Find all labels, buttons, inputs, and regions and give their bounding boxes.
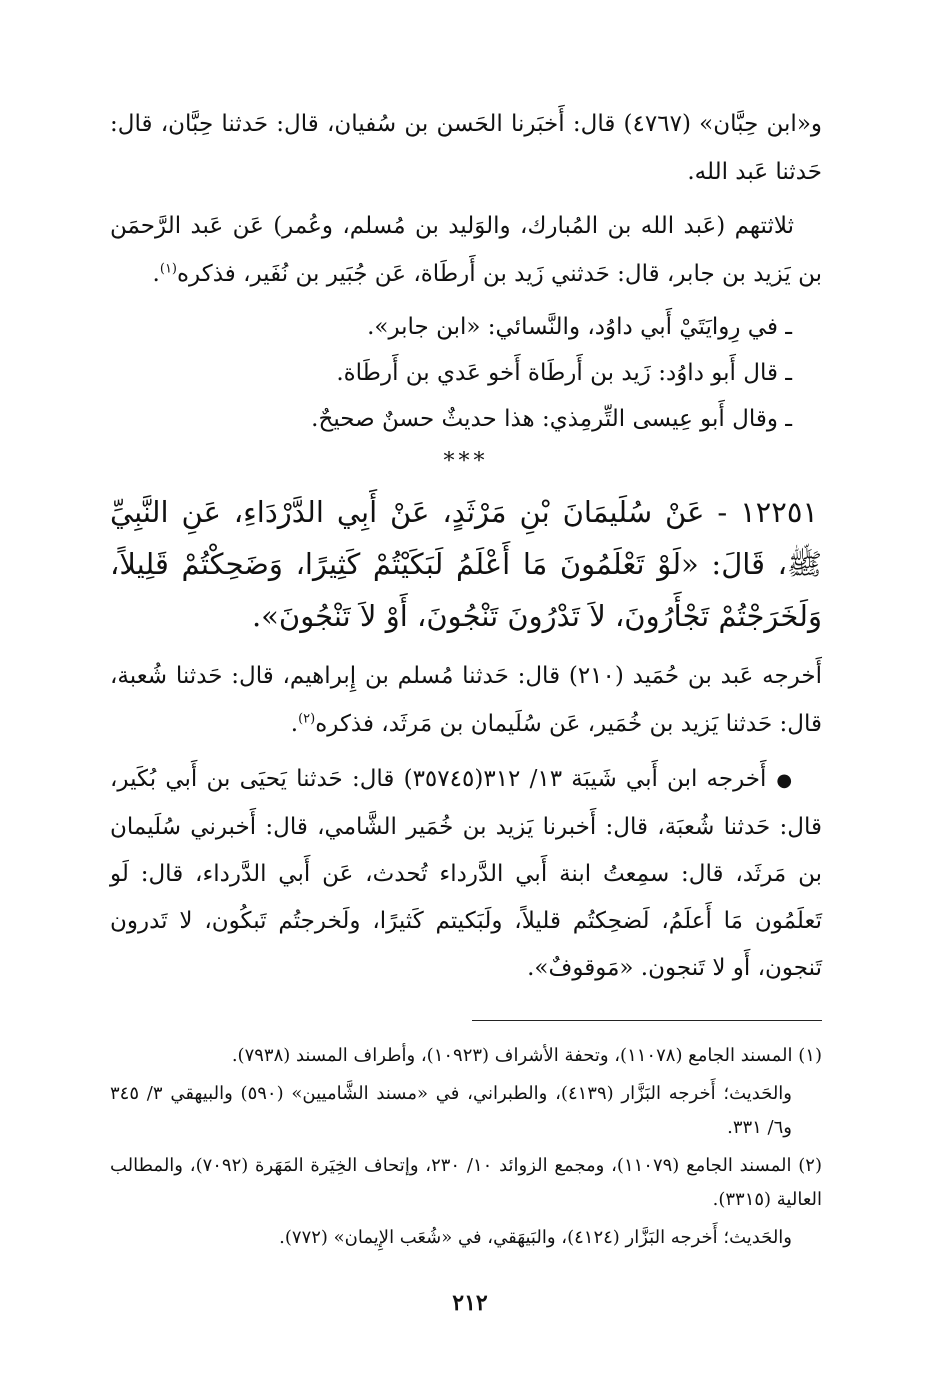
footnote-divider (472, 1020, 822, 1021)
paragraph-ibn-abi-shaybah (110, 756, 822, 992)
paragraph-text: و«ابن حِبَّان» (٤٧٦٧) قال: أَخبَرنا الحَسن بن سُفيان، قال: حَدثنا حِبَّان، قال: حَدثنا عَبد الله. (110, 111, 823, 185)
footnote-1: (١) المسند الجامع (١١٠٧٨)، وتحفة الأشراف (١٠٩٢٣)، وأطراف المسند (٧٩٣٨). (231, 1045, 822, 1066)
section-separator: *** (443, 449, 489, 474)
footnote-ref-1[interactable]: (١) (159, 261, 177, 277)
footnote-2-continuation: والحَديث؛ أَخرجه البَزَّار (٤١٢٤)، والبَيهَقي، في «شُعَب الإِيمان» (٧٧٢). (279, 1227, 792, 1248)
paragraph-ibn-hibban (110, 100, 822, 196)
paragraph-text: أَخرجه عَبد بن حُمَيد (٢١٠) قال: حَدثنا مُسلم بن إِبراهيم، قال: حَدثنا شُعبة، قال: حَدثنا يَزيد بن خُمَير، عَن سُلَيمان بن مَرثَد، فذكره (110, 663, 822, 737)
note-abu-dawud: ـ قال أَبو داوُد: زَيد بن أَرطَاة أَخو عَدي بن أَرطَاة. (336, 360, 792, 386)
paragraph-text: ثلاثتهم (عَبد الله بن المُبارك، والوَليد بن مُسلم، وعُمر) عَن عَبد الرَّحمَن بن يَزيد بن جابر، قال: حَدثني زَيد بن أَرطَاة، عَن جُبَير بن نُفَير، فذكره (110, 213, 822, 287)
footnote-1-continuation: والحَديث؛ أَخرجه البَزَّار (٤١٣٩)، والطبراني، في «مسند الشَّاميين» (٥٩٠) والبيهقي ٣/ ٣٤٥ و٦/ ٣٣١. (110, 1083, 793, 1138)
note-abu-dawud-nasai: ـ في رِوايَتَيْ أَبي داوُد، والنَّسائي: «ابن جابر». (367, 314, 792, 340)
footnotes (110, 1039, 822, 1255)
note-tirmidhi: ـ وقال أَبو عِيسى التِّرمِذي: هذا حديثٌ حسنٌ صحيحٌ. (311, 406, 792, 432)
page-body (110, 100, 822, 1259)
footnote-ref-2[interactable]: (٢) (298, 711, 316, 727)
paragraph-abd-ibn-humaid: أَخرجه عَبد بن حُمَيد (٢١٠) قال: حَدثنا مُسلم بن إِبراهيم، قال: حَدثنا شُعبة، قال: حَدثنا يَزيد بن خُمَير، عَن سُلَيمان بن مَرثَد، فذكره$^{(٢)}$. (110, 663, 822, 737)
page-number: ٢١٢ (452, 1290, 488, 1316)
bullet-icon: ● (776, 770, 794, 791)
hadith-12251: ١٢٢٥١ - عَنْ سُلَيمَانَ بْنِ مَرْثَدٍ، عَنْ أَبِي الدَّرْدَاءِ، عَنِ النَّبِيِّ ﷺ، قَالَ: «لَوْ تَعْلَمُونَ مَا أَعْلَمُ لَبَكَيْتُمْ كَثِيرًا، وَضَحِكْتُمْ قَلِيلاً، وَلَخَرَجْتُمْ تَجْأَرُونَ، لاَ تَدْرُونَ تَنْجُونَ، أَوْ لاَ تَنْجُونَ». (110, 495, 822, 633)
footnote-2: (٢) المسند الجامع (١١٠٧٩)، ومجمع الزوائد ١٠/ ٢٣٠، وإتحاف الخِيَرة المَهَرة (٧٠٩٢)، والمطالب العالية (٣٣١٥). (110, 1155, 822, 1210)
paragraph-three-narrators: ثلاثتهم (عَبد الله بن المُبارك، والوَليد بن مُسلم، وعُمر) عَن عَبد الرَّحمَن بن يَزيد بن جابر، قال: حَدثني زَيد بن أَرطَاة، عَن جُبَير بن نُفَير، فذكره$^{(١)}$. (110, 213, 822, 287)
paragraph-text: أَخرجه ابن أَبي شَيبَة ١٣/ ٣١٢(٣٥٧٤٥) قال: حَدثنا يَحيَى بن أَبي بُكَير، قال: حَدثنا شُعبَة، قال: أَخبرنا يَزيد بن خُمَير الشَّامي، قال: أَخبرني سُلَيمان بن مَرثَد، قال: سمِعتُ ابنة أَبي الدَّرداء تُحدث، عَن أَبي الدَّرداء، قال: لَو تَعلَمُون مَا أَعلَمُ، لَضحِكتُم قليلاً، ولَبَكيتم كَثيرًا، ولَخرجتُم تَبكُون، لا تَدرون تَنجون، أَو لا تَنجون. «مَوقوفٌ». (110, 766, 822, 981)
